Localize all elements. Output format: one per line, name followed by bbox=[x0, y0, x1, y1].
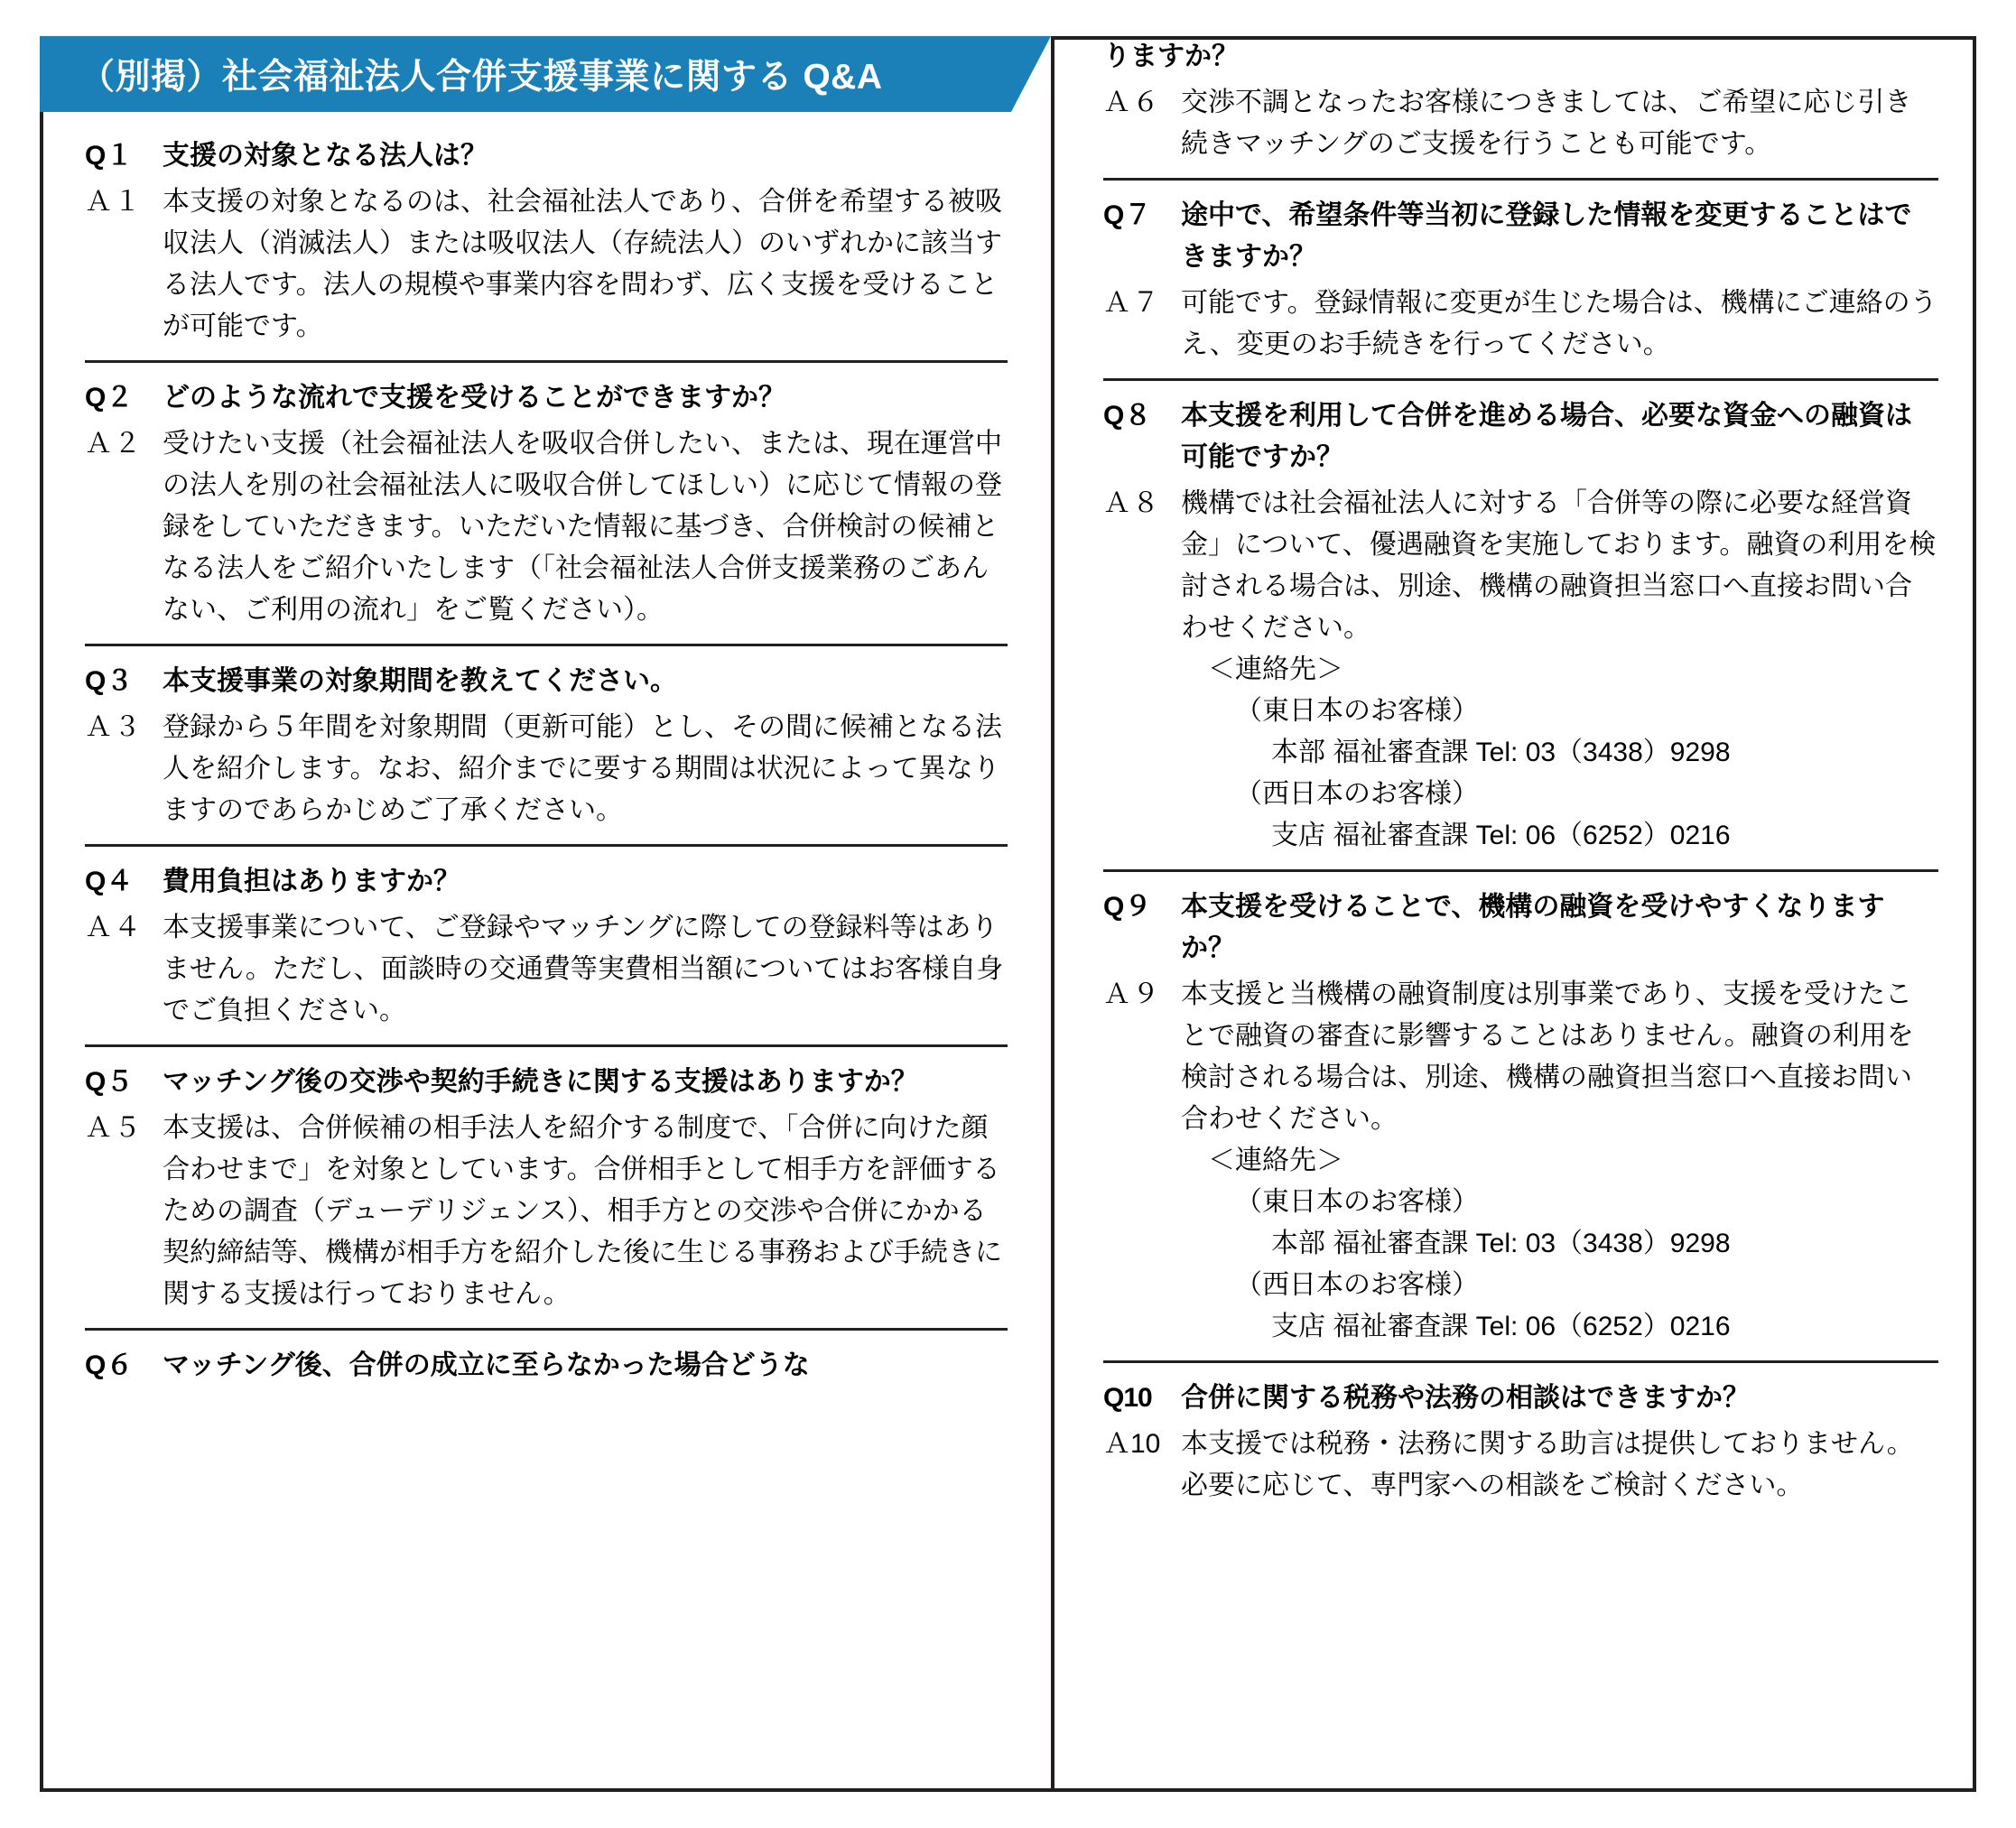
answer-row bbox=[85, 907, 1008, 1032]
answer-label: Ａ５ bbox=[85, 1113, 143, 1143]
contact-block bbox=[1181, 1140, 1938, 1348]
divider bbox=[85, 644, 1008, 646]
question-text: 合併に関する税務や法務の相談はできますか？ bbox=[1181, 1383, 1750, 1413]
answer-label: Ａ８ bbox=[1103, 488, 1161, 518]
question-label: Q４ bbox=[85, 867, 134, 896]
divider bbox=[85, 844, 1008, 847]
question-text: どのような流れで支援を受けることができますか？ bbox=[163, 383, 785, 413]
banner-notch bbox=[1011, 36, 1051, 112]
question-label: Q３ bbox=[85, 666, 134, 696]
question-row bbox=[1103, 1378, 1938, 1419]
divider bbox=[1103, 178, 1938, 181]
answer-row bbox=[1103, 483, 1938, 857]
qa-block bbox=[1103, 1378, 1938, 1507]
question-text: 費用負担はありますか？ bbox=[163, 867, 460, 896]
contact-west-value: 支店 福祉審査課 Tel: 06（6252）0216 bbox=[1271, 1312, 1731, 1341]
qa-list-left bbox=[40, 135, 1051, 1387]
answer-row bbox=[85, 1108, 1008, 1315]
question-text: 本支援を利用して合併を進める場合、必要な資金への融資は可能ですか？ bbox=[1181, 401, 1912, 472]
answer-row bbox=[85, 423, 1008, 631]
question-row bbox=[1103, 195, 1938, 278]
question-label: Q８ bbox=[1103, 401, 1152, 431]
question-label: Q７ bbox=[1103, 200, 1152, 230]
question-text: 途中で、希望条件等当初に登録した情報を変更することはできますか？ bbox=[1181, 200, 1912, 272]
answer-row bbox=[1103, 283, 1938, 366]
question-label: Q９ bbox=[1103, 892, 1152, 922]
contact-heading: ＜連絡先＞ bbox=[1208, 1146, 1343, 1175]
answer-label: Ａ９ bbox=[1103, 979, 1161, 1009]
question-continuation-text: りますか？ bbox=[1103, 42, 1239, 71]
qa-list-right bbox=[1054, 36, 1976, 1507]
question-row bbox=[85, 861, 1008, 903]
contact-west-label: （西日本のお客様） bbox=[1235, 1270, 1479, 1300]
qa-block-continuation bbox=[1103, 36, 1938, 165]
answer-label: Ａ２ bbox=[85, 429, 143, 459]
answer-text: 本支援と当機構の融資制度は別事業であり、支援を受けたことで融資の審査に影響することはありません。融資の利用を検討される場合は、別途、機構の融資担当窓口へ直接お問い合わせください。 bbox=[1181, 979, 1914, 1134]
answer-row bbox=[1103, 974, 1938, 1348]
qa-block bbox=[85, 135, 1008, 348]
question-continuation-row bbox=[1103, 36, 1938, 78]
answer-label: Ａ７ bbox=[1103, 288, 1161, 318]
qa-block bbox=[85, 377, 1008, 631]
question-label: Q５ bbox=[85, 1067, 134, 1097]
contact-east-label: （東日本のお客様） bbox=[1235, 1187, 1479, 1217]
answer-text: 本支援事業について、ご登録やマッチングに際しての登録料等はありません。ただし、面談時の交通費等実費相当額についてはお客様自身でご負担ください。 bbox=[163, 913, 1004, 1025]
contact-block bbox=[1181, 649, 1938, 857]
question-text: 支援の対象となる法人は？ bbox=[163, 141, 488, 171]
divider bbox=[1103, 869, 1938, 872]
question-label: Q１ bbox=[85, 141, 134, 171]
contact-east-label: （東日本のお客様） bbox=[1235, 696, 1479, 726]
answer-text: 本支援の対象となるのは、社会福祉法人であり、合併を希望する被吸収法人（消滅法人）または吸収法人（存続法人）のいずれかに該当する法人です。法人の規模や事業内容を問わず、広く支援を受けることが可能です。 bbox=[163, 187, 1002, 341]
document-content bbox=[40, 36, 1976, 1792]
qa-block bbox=[85, 661, 1008, 831]
question-row bbox=[1103, 395, 1938, 478]
divider bbox=[85, 360, 1008, 363]
answer-text: 本支援では税務・法務に関する助言は提供しておりません。必要に応じて、専門家への相談をご検討ください。 bbox=[1181, 1429, 1914, 1500]
title-banner bbox=[40, 36, 1051, 112]
question-text: マッチング後の交渉や契約手続きに関する支援はありますか？ bbox=[163, 1067, 918, 1097]
answer-text: 交渉不調となったお客様につきましては、ご希望に応じ引き続きマッチングのご支援を行うことも可能です。 bbox=[1181, 88, 1912, 159]
answer-row bbox=[85, 181, 1008, 348]
question-label: Q６ bbox=[85, 1350, 134, 1380]
question-row bbox=[85, 135, 1008, 177]
divider bbox=[85, 1044, 1008, 1047]
contact-east-value: 本部 福祉審査課 Tel: 03（3438）9298 bbox=[1271, 738, 1731, 767]
contact-west-value: 支店 福祉審査課 Tel: 06（6252）0216 bbox=[1271, 821, 1731, 850]
qa-block bbox=[1103, 195, 1938, 366]
question-label: Q２ bbox=[85, 383, 134, 413]
right-column bbox=[1054, 36, 1976, 1792]
question-row bbox=[85, 377, 1008, 419]
answer-label: Ａ３ bbox=[85, 712, 143, 742]
answer-text: 受けたい支援（社会福祉法人を吸収合併したい、または、現在運営中の法人を別の社会福祉法人に吸収合併してほしい）に応じて情報の登録をしていただきます。いただいた情報に基づき、合併検討の候補となる法人をご紹介いたします（「社会福祉法人合併支援業務のごあんない、ご利用の流れ」をご覧ください）。 bbox=[163, 429, 1002, 625]
qa-block bbox=[85, 861, 1008, 1032]
question-row bbox=[1103, 886, 1938, 970]
answer-row bbox=[1103, 1424, 1938, 1507]
qa-block bbox=[1103, 886, 1938, 1348]
divider bbox=[1103, 1360, 1938, 1363]
divider bbox=[85, 1328, 1008, 1331]
answer-row bbox=[85, 707, 1008, 831]
answer-text: 本支援は、合併候補の相手法人を紹介する制度で、「合併に向けた顔合わせまで」を対象としています。合併相手として相手方を評価するための調査（デューデリジェンス）、相手方との交渉や合併にかかる契約締結等、機構が相手方を紹介した後に生じる事務および手続きに関する支援は行っておりません。 bbox=[163, 1113, 1002, 1309]
question-label: Q10 bbox=[1103, 1383, 1152, 1413]
answer-text: 登録から５年間を対象期間（更新可能）とし、その間に候補となる法人を紹介します。なお、紹介までに要する期間は状況によって異なりますのであらかじめご了承ください。 bbox=[163, 712, 1002, 825]
answer-text: 機構では社会福祉法人に対する「合併等の際に必要な経営資金」について、優遇融資を実施しております。融資の利用を検討される場合は、別途、機構の融資担当窓口へ直接お問い合わせください。 bbox=[1181, 488, 1937, 643]
left-column bbox=[40, 36, 1051, 1792]
answer-label: Ａ10 bbox=[1103, 1429, 1161, 1459]
contact-east-value: 本部 福祉審査課 Tel: 03（3438）9298 bbox=[1271, 1229, 1731, 1258]
question-text: 本支援を受けることで、機構の融資を受けやすくなりますか？ bbox=[1181, 892, 1885, 963]
answer-label: Ａ４ bbox=[85, 913, 143, 942]
question-text: マッチング後、合併の成立に至らなかった場合どうな bbox=[163, 1350, 810, 1380]
contact-heading: ＜連絡先＞ bbox=[1208, 654, 1343, 684]
answer-label: Ａ１ bbox=[85, 187, 143, 217]
divider bbox=[1103, 378, 1938, 381]
contact-west-label: （西日本のお客様） bbox=[1235, 779, 1479, 809]
answer-label: Ａ６ bbox=[1103, 88, 1161, 117]
answer-text: 可能です。登録情報に変更が生じた場合は、機構にご連絡のうえ、変更のお手続きを行ってください。 bbox=[1181, 288, 1937, 359]
qa-block bbox=[85, 1345, 1008, 1387]
answer-row bbox=[1103, 82, 1938, 165]
qa-block bbox=[85, 1062, 1008, 1315]
question-row bbox=[85, 1345, 1008, 1387]
question-row bbox=[85, 1062, 1008, 1103]
question-row bbox=[85, 661, 1008, 702]
qa-block bbox=[1103, 395, 1938, 857]
page-title: （別掲）社会福祉法人合併支援事業に関する Q&A bbox=[79, 58, 883, 97]
question-text: 本支援事業の対象期間を教えてください。 bbox=[163, 666, 677, 696]
